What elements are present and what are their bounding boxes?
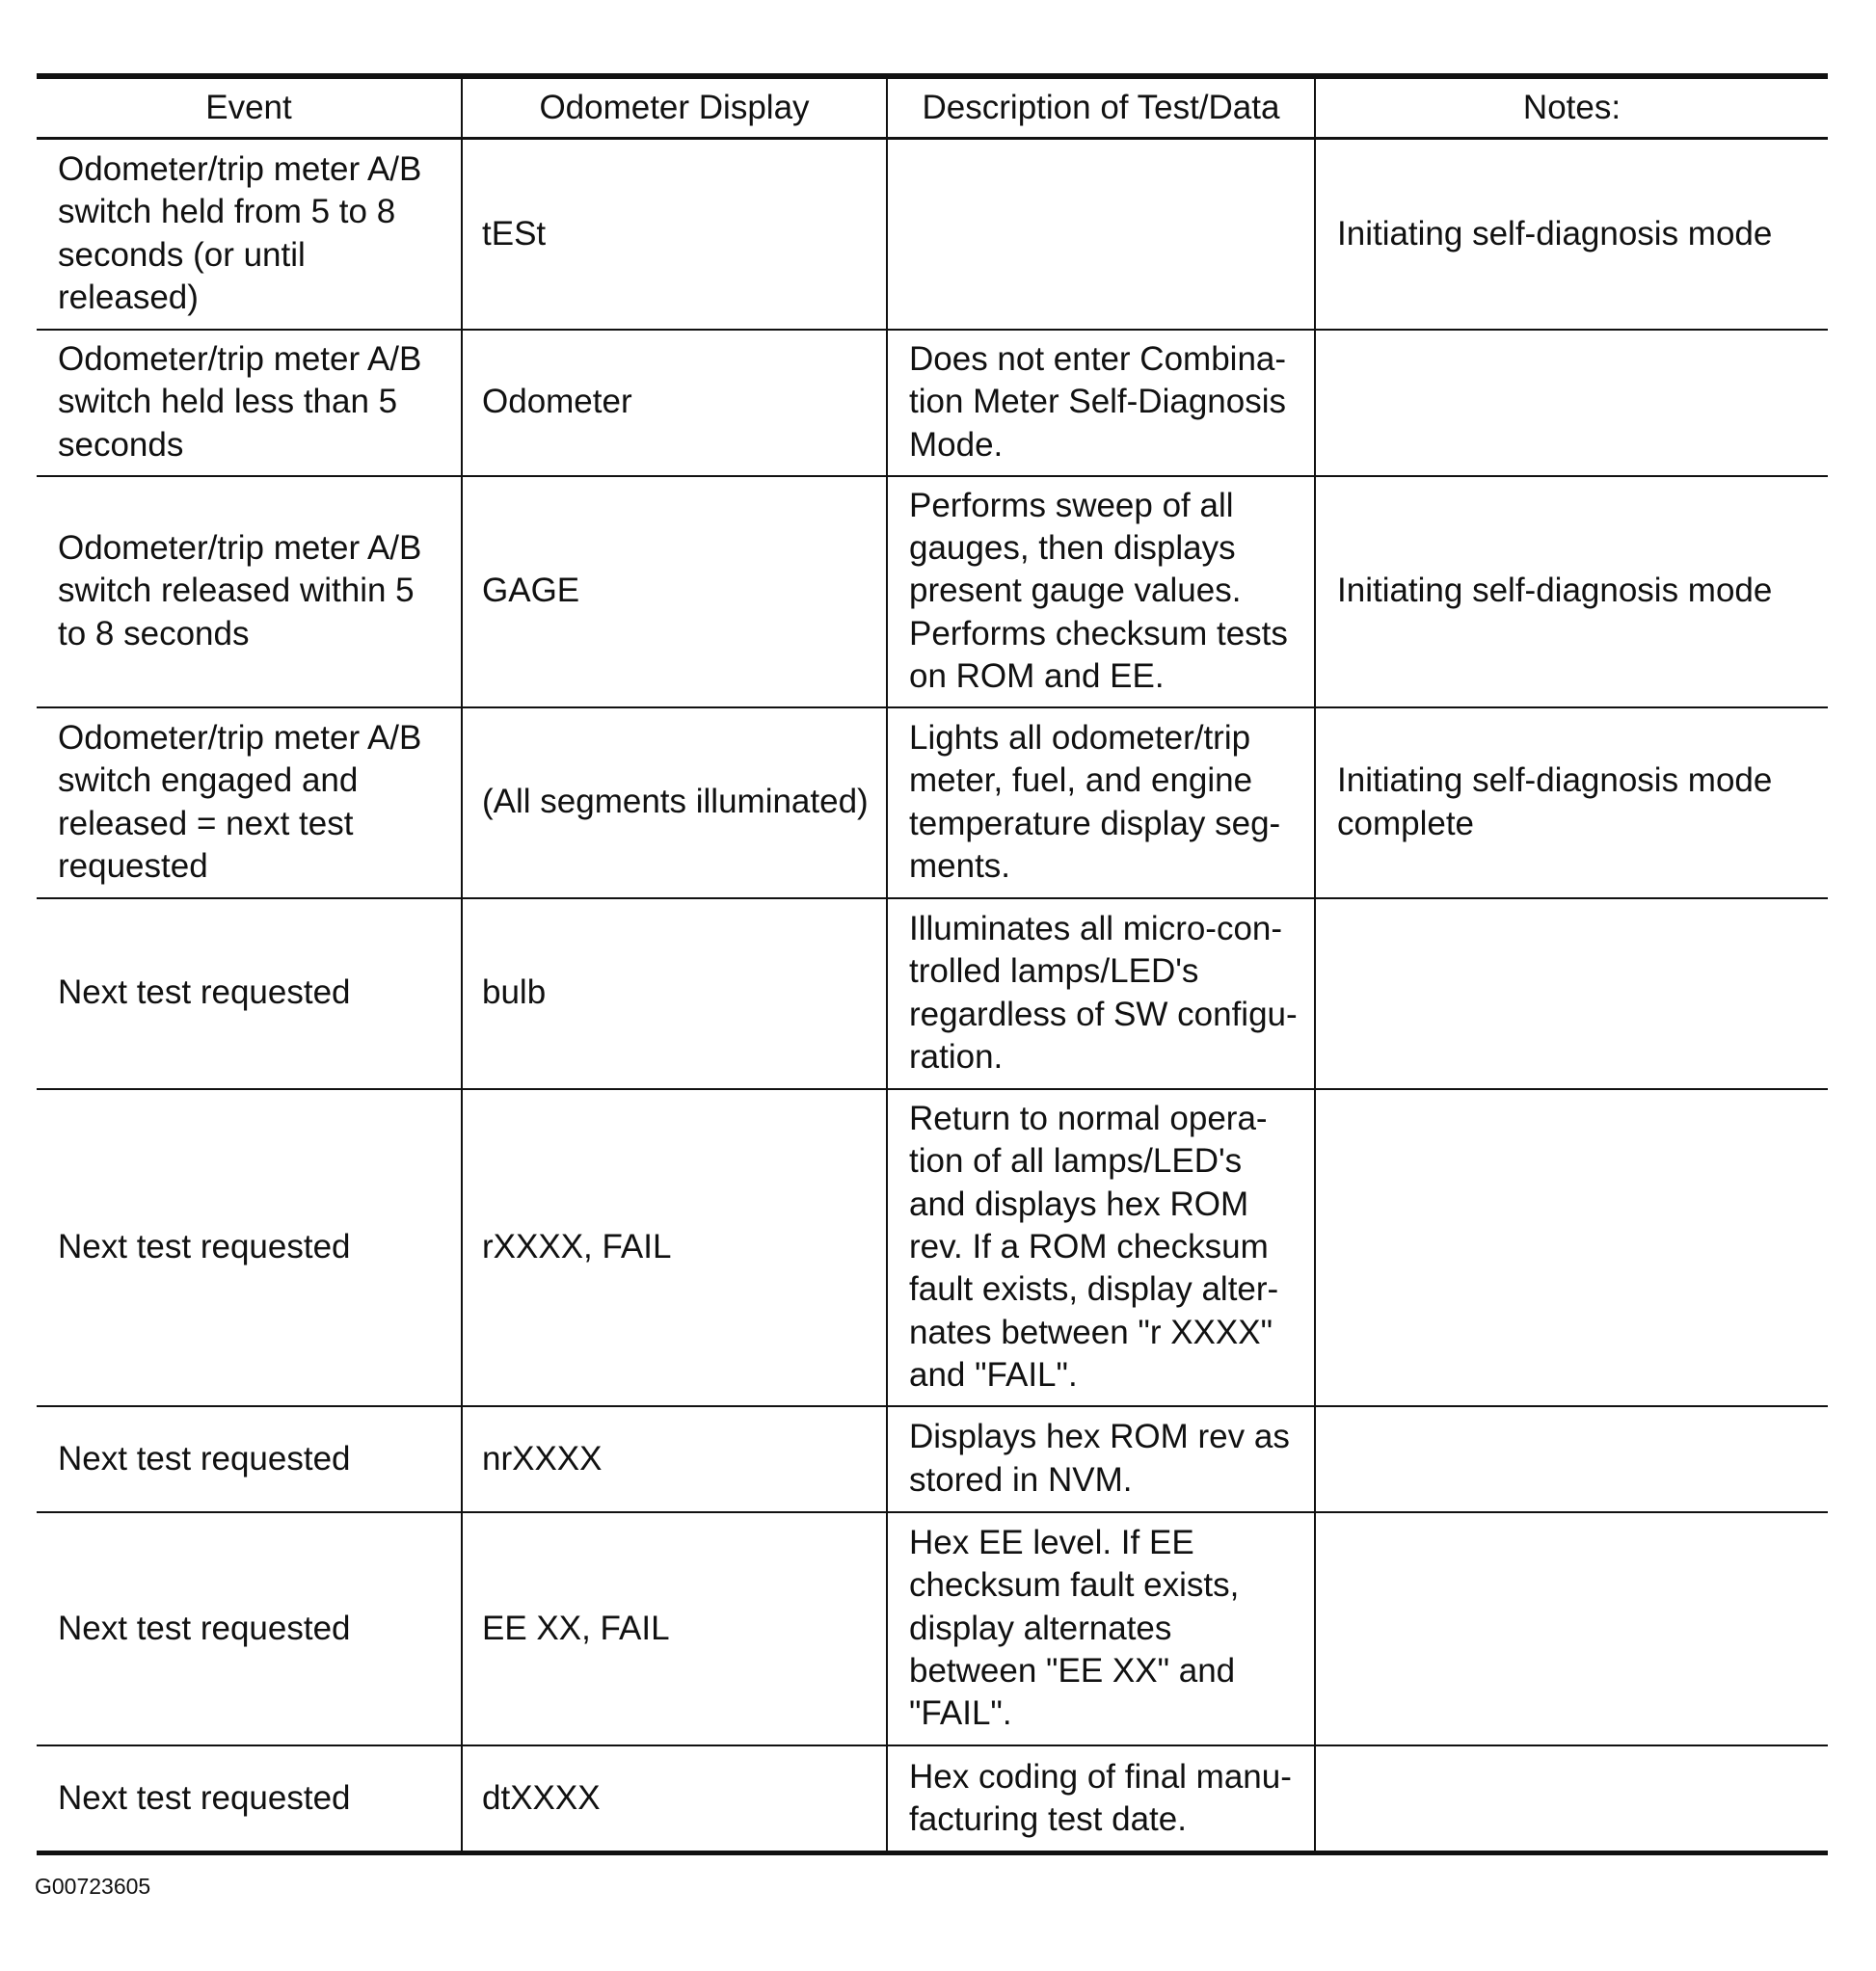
cell-event: Odometer/trip meter A/B switch held less than 5 seconds xyxy=(37,330,462,476)
cell-event: Next test requested xyxy=(37,1089,462,1406)
cell-description: Hex EE level. If EE checksum fault exists, display alternates between "EE XX" and "FAIL". xyxy=(887,1512,1315,1745)
cell-event: Next test requested xyxy=(37,1745,462,1853)
cell-description xyxy=(887,139,1315,330)
cell-description: Hex coding of final manu-facturing test date. xyxy=(887,1745,1315,1853)
cell-event: Next test requested xyxy=(37,898,462,1089)
cell-description: Lights all odometer/trip meter, fuel, and engine temperature display seg-ments. xyxy=(887,707,1315,898)
cell-display: rXXXX, FAIL xyxy=(462,1089,887,1406)
cell-event: Odometer/trip meter A/B switch released within 5 to 8 seconds xyxy=(37,476,462,707)
document-id: G00723605 xyxy=(35,1874,151,1899)
cell-description: Displays hex ROM rev as stored in NVM. xyxy=(887,1406,1315,1512)
cell-notes xyxy=(1315,1089,1828,1406)
cell-display: EE XX, FAIL xyxy=(462,1512,887,1745)
header-event: Event xyxy=(37,76,462,139)
table-row xyxy=(37,898,1828,1089)
cell-notes xyxy=(1315,898,1828,1089)
table-row xyxy=(37,1745,1828,1853)
cell-notes xyxy=(1315,1512,1828,1745)
cell-description: Performs sweep of all gauges, then displays present gauge values. Performs checksum tests on ROM and EE. xyxy=(887,476,1315,707)
table-row xyxy=(37,1089,1828,1406)
table-row xyxy=(37,139,1828,330)
cell-notes: Initiating self-diagnosis mode xyxy=(1315,476,1828,707)
self-diagnosis-table xyxy=(37,73,1828,1855)
cell-notes: Initiating self-diagnosis mode complete xyxy=(1315,707,1828,898)
cell-notes: Initiating self-diagnosis mode xyxy=(1315,139,1828,330)
cell-display: tESt xyxy=(462,139,887,330)
cell-description: Illuminates all micro-con-trolled lamps/LED's regardless of SW configu-ration. xyxy=(887,898,1315,1089)
cell-display: (All segments illuminated) xyxy=(462,707,887,898)
table-row xyxy=(37,707,1828,898)
cell-notes xyxy=(1315,1745,1828,1853)
cell-event: Next test requested xyxy=(37,1406,462,1512)
cell-display: GAGE xyxy=(462,476,887,707)
table-row xyxy=(37,1512,1828,1745)
cell-event: Odometer/trip meter A/B switch held from 5 to 8 seconds (or until released) xyxy=(37,139,462,330)
cell-description: Return to normal opera-tion of all lamps/LED's and displays hex ROM rev. If a ROM checksum fault exists, display alter-nates between "r XXXX" and "FAIL". xyxy=(887,1089,1315,1406)
header-description: Description of Test/Data xyxy=(887,76,1315,139)
cell-display: Odometer xyxy=(462,330,887,476)
cell-event: Odometer/trip meter A/B switch engaged and released = next test requested xyxy=(37,707,462,898)
cell-display: dtXXXX xyxy=(462,1745,887,1853)
cell-notes xyxy=(1315,330,1828,476)
table-row xyxy=(37,476,1828,707)
header-odometer-display: Odometer Display xyxy=(462,76,887,139)
cell-event: Next test requested xyxy=(37,1512,462,1745)
header-row xyxy=(37,76,1828,139)
header-notes: Notes: xyxy=(1315,76,1828,139)
table-row xyxy=(37,330,1828,476)
cell-description: Does not enter Combina-tion Meter Self-Diagnosis Mode. xyxy=(887,330,1315,476)
cell-display: nrXXXX xyxy=(462,1406,887,1512)
cell-notes xyxy=(1315,1406,1828,1512)
table-row xyxy=(37,1406,1828,1512)
cell-display: bulb xyxy=(462,898,887,1089)
